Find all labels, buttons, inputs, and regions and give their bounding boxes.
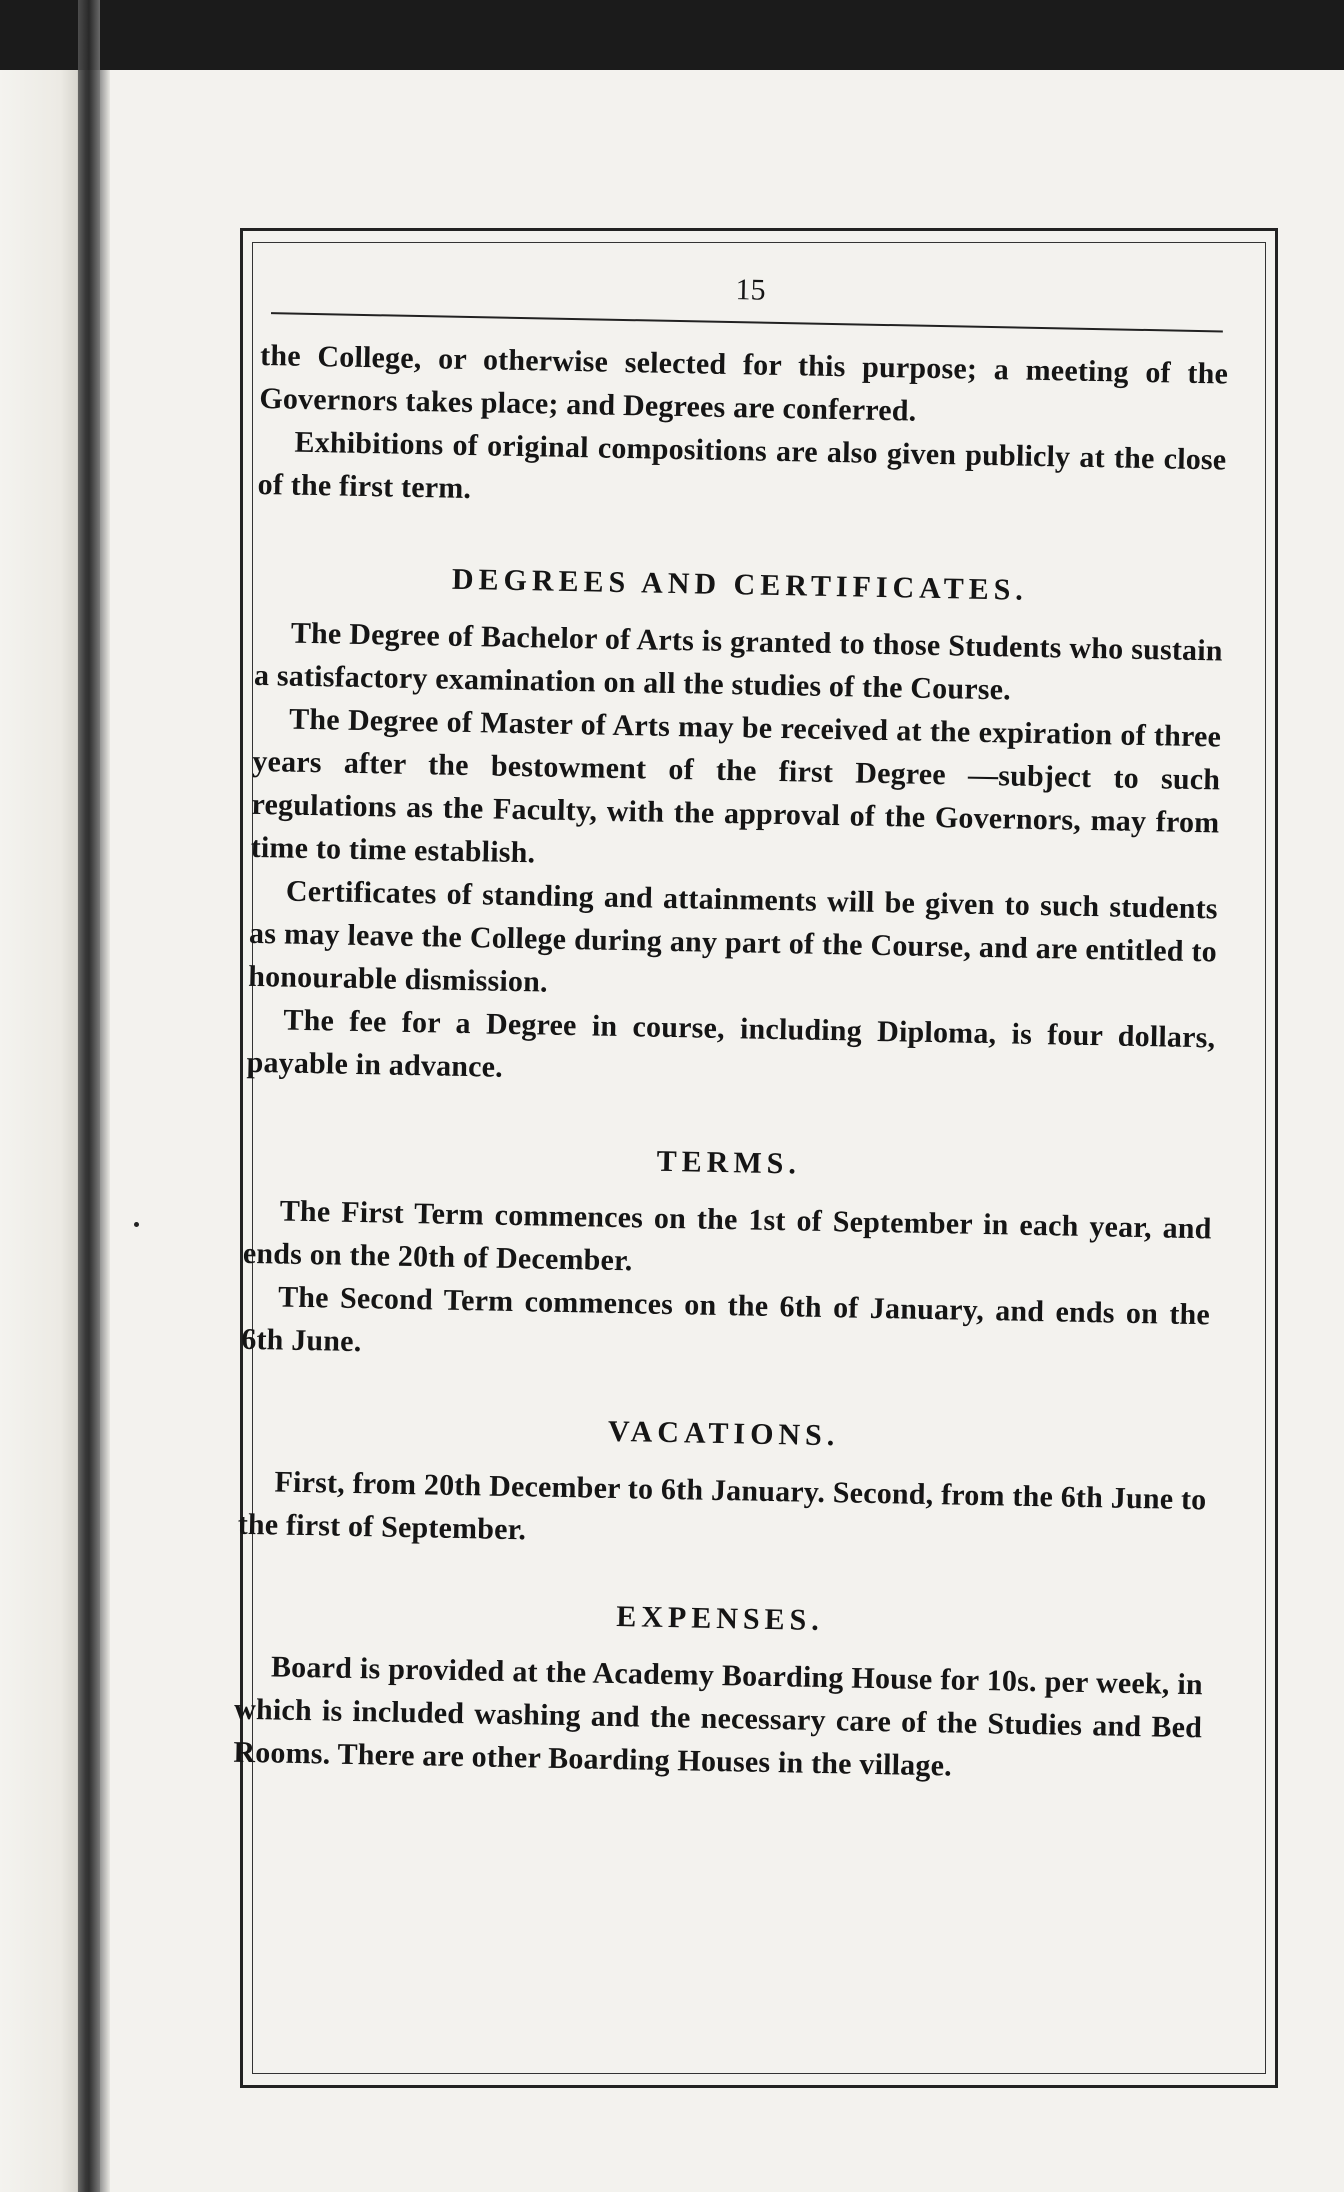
terms-heading: TERMS. (656, 1144, 802, 1181)
degrees-paragraph-1: The Degree of Bachelor of Arts is granted to those Students who sustain a satisfactory examination on all the studies of the Course. (253, 616, 1224, 707)
degrees-heading: DEGREES AND CERTIFICATES. (451, 562, 1029, 607)
terms-paragraph-2: The Second Term commences on the 6th of January, and ends on the 6th June. (240, 1280, 1211, 1359)
degrees-paragraph-2: The Degree of Master of Arts may be received at the expiration of three years after the bestowment of the first Degree —subject to such regulations as the Faculty, with the approval of the Governors, may from time to time establish. (250, 702, 1222, 870)
book-binding (78, 0, 100, 2192)
expenses-paragraph-1: Board is provided at the Academy Boarding House for 10s. per week, in which is included washing and the necessary care of the Studies and Bed Rooms. There are other Boarding Houses in the village. (233, 1650, 1204, 1783)
ink-speck (134, 1222, 139, 1227)
degrees-paragraph-3: Certificates of standing and attainments will be given to such students as may leave the College during any part of the Course, and are entitled to honourable dismission. (247, 874, 1219, 999)
page-number: 15 (735, 273, 766, 307)
page-content (233, 262, 1230, 1792)
vacations-heading: VACATIONS. (607, 1414, 840, 1453)
intro-paragraph-1: the College, or otherwise selected for this purpose; a meeting of the Governors takes place; and Degrees are conferred. (259, 338, 1229, 428)
degrees-paragraph-4: The fee for a Degree in course, including Diploma, is four dollars, payable in advance. (246, 1003, 1216, 1084)
vacations-paragraph-1: First, from 20th December to 6th January. Second, from the 6th June to the first of September. (237, 1465, 1207, 1547)
terms-paragraph-1: The First Term commences on the 1st of September in each year, and ends on the 20th of December. (242, 1194, 1212, 1278)
intro-paragraph-2: Exhibitions of original compositions are also given publicly at the close of the first term. (257, 425, 1227, 506)
scan-background-top (0, 0, 1344, 70)
expenses-heading: EXPENSES. (615, 1600, 825, 1638)
